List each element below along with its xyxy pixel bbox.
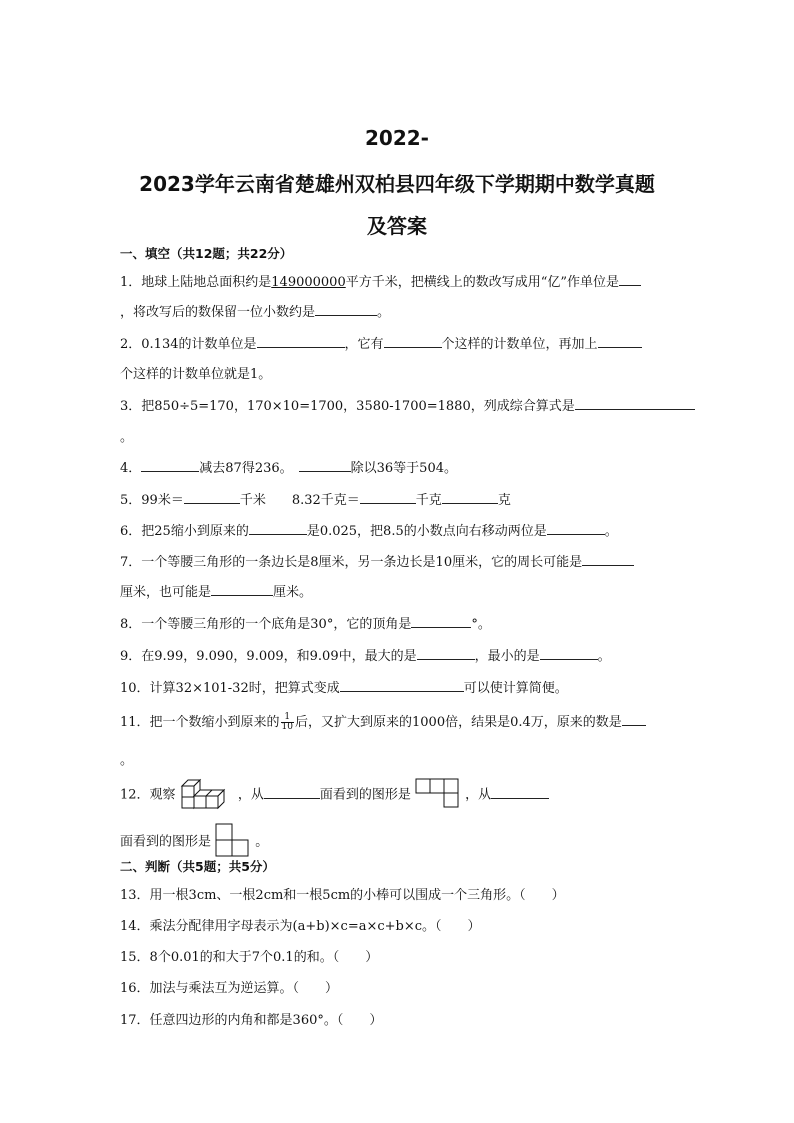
view-figure-2 [215, 823, 251, 861]
question-6 [120, 520, 676, 539]
question-17: 17．任意四边形的内角和都是360°。（ ） [120, 1013, 383, 1028]
question-10 [120, 677, 676, 696]
q10-blank[interactable] [340, 678, 464, 692]
q2-text-a: 2．0.134的计数单位是 [120, 337, 257, 352]
question-8 [120, 613, 676, 632]
q2-text-c: 个这样的计数单位，再加上 [441, 337, 598, 352]
q1-text-a: 1．地球上陆地总面积约是 [120, 275, 272, 290]
q4-text-a: 4． [120, 461, 142, 476]
q5-text-c: 8.32千克＝ [291, 493, 360, 508]
section-fill-heading: 一、填空（共12题；共22分） [120, 246, 293, 261]
q6-text-c: 。 [604, 524, 618, 539]
q2-text-b: ，它有 [344, 337, 384, 352]
question-16: 16．加法与乘法互为逆运算。（ ） [120, 981, 339, 996]
question-5 [120, 489, 676, 508]
question-15: 15．8个0.01的和大于7个0.1的和。（ ） [120, 950, 379, 965]
q11-text-b: 后，又扩大到原来的1000倍，结果是0.4万，原来的数是 [295, 715, 622, 730]
q11-blank[interactable] [622, 712, 646, 726]
q5-text-e: 克 [497, 493, 511, 508]
q4-text-b: 减去87得236。 [199, 461, 293, 476]
q3-text-a: 3．把850÷5=170，170×10=1700，3580-1700=1880，列成综合算式是 [120, 399, 575, 414]
view-figure-1 [415, 778, 461, 812]
q11-text-a: 11．把一个数缩小到原来的 [120, 715, 280, 730]
q1-blank-1[interactable] [619, 272, 641, 286]
section-judge-heading: 二、判断（共5题；共5分） [120, 859, 275, 874]
question-3-line-1 [120, 395, 676, 414]
q12-text-f: 。 [255, 834, 269, 850]
question-12-line-1 [120, 776, 676, 814]
q11-fraction [281, 713, 294, 732]
q12-blank-1[interactable] [264, 785, 320, 799]
q6-text-b: 是0.025，把8.5的小数点向右移动两位是 [306, 524, 547, 539]
q12-text-b: ，从 [237, 787, 264, 803]
q12-text-c: 面看到的图形是 [319, 787, 411, 803]
q2-blank-3[interactable] [598, 334, 642, 348]
q12-text-a: 12．观察 [120, 787, 176, 803]
q9-text-a: 9．在9.99，9.090，9.009，和9.09中，最大的是 [120, 649, 417, 664]
question-14: 14．乘法分配律用字母表示为(a+b)×c=a×c+b×c。（ ） [120, 919, 481, 934]
q7-blank-1[interactable] [582, 552, 634, 566]
question-11-line-1 [120, 711, 676, 732]
question-3-line-2: 。 [120, 430, 134, 445]
question-13: 13．用一根3cm、一根2cm和一根5cm的小棒可以围成一个三角形。（ ） [120, 888, 565, 903]
q11-fraction-denominator: 10 [281, 722, 293, 732]
q7-text-a: 7．一个等腰三角形的一条边长是8厘米，另一条边长是10厘米，它的周长可能是 [120, 555, 583, 570]
question-7-line-2 [120, 581, 676, 600]
question-1-line-1 [120, 271, 676, 290]
q7-text-c: 厘米。 [273, 585, 313, 600]
q7-blank-2[interactable] [211, 582, 273, 596]
cube-stack-figure [180, 776, 234, 814]
q2-blank-2[interactable] [384, 334, 442, 348]
q7-text-b: 厘米，也可能是 [120, 585, 212, 600]
question-12-line-2 [120, 823, 676, 861]
question-7-line-1 [120, 551, 676, 570]
q9-text-b: ，最小的是 [474, 649, 540, 664]
q4-text-c: 除以36等于504。 [350, 461, 457, 476]
q10-text-b: 可以使计算简便。 [463, 681, 568, 696]
q5-blank-1[interactable] [184, 490, 240, 504]
question-2-line-1 [120, 333, 676, 352]
q11-fraction-numerator: 1 [281, 713, 294, 723]
q3-blank[interactable] [575, 396, 695, 410]
q6-blank-2[interactable] [547, 521, 605, 535]
q4-blank-2[interactable] [299, 458, 351, 472]
q5-text-a: 5．99米＝ [120, 493, 184, 508]
q1-underlined-number: 149000000 [271, 275, 346, 290]
q9-blank-1[interactable] [417, 646, 475, 660]
title-line-3: 及答案 [367, 214, 427, 238]
question-11-line-2: 。 [120, 753, 134, 768]
q5-blank-3[interactable] [442, 490, 498, 504]
q1-text-d: 。 [377, 305, 391, 320]
q6-text-a: 6．把25缩小到原来的 [120, 524, 249, 539]
q5-text-b: 千米 [239, 493, 266, 508]
q8-blank[interactable] [411, 614, 471, 628]
q6-blank-1[interactable] [249, 521, 307, 535]
q1-blank-2[interactable] [315, 302, 377, 316]
q10-text-a: 10．计算32×101-32时，把算式变成 [120, 681, 340, 696]
q12-text-d: ，从 [465, 787, 492, 803]
q1-text-c: ，将改写后的数保留一位小数约是 [120, 305, 316, 320]
q2-blank-1[interactable] [257, 334, 345, 348]
q8-text-a: 8．一个等腰三角形的一个底角是30°，它的顶角是 [120, 617, 412, 632]
q8-text-b: °。 [471, 617, 491, 632]
q5-text-d: 千克 [415, 493, 442, 508]
q9-blank-2[interactable] [540, 646, 598, 660]
q1-text-b: 平方千米，把横线上的数改写成用“亿”作单位是 [345, 275, 620, 290]
q9-text-c: 。 [597, 649, 611, 664]
question-1-line-2 [120, 301, 676, 320]
q4-blank-1[interactable] [141, 458, 199, 472]
question-9 [120, 645, 676, 664]
q12-text-e: 面看到的图形是 [120, 834, 212, 850]
title-line-1: 2022- [365, 126, 429, 150]
q12-blank-2[interactable] [491, 785, 549, 799]
q5-blank-2[interactable] [360, 490, 416, 504]
title-line-2: 2023学年云南省楚雄州双柏县四年级下学期期中数学真题 [139, 172, 655, 196]
question-2-line-2: 个这样的计数单位就是1。 [120, 367, 272, 382]
question-4 [120, 457, 676, 476]
